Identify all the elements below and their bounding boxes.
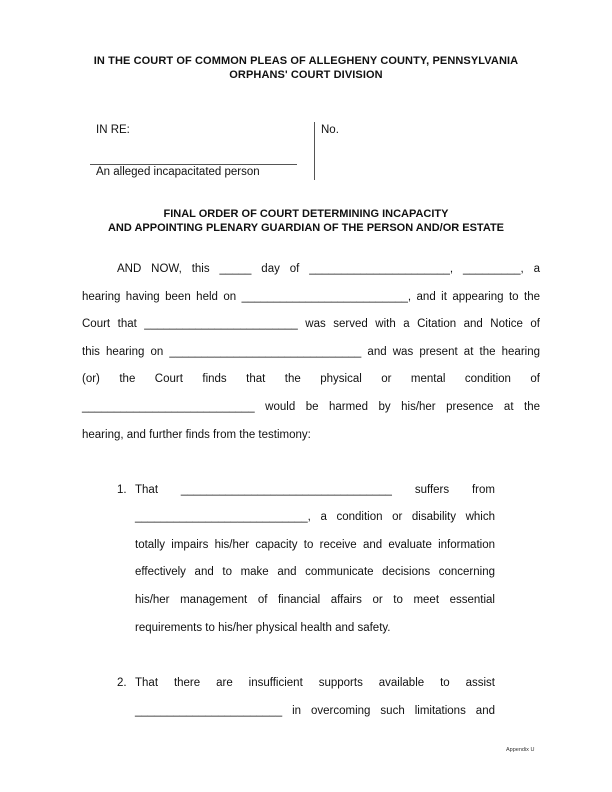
item-line: requirements to his/her physical health and safety. xyxy=(135,622,391,634)
body-line: hearing having been held on __________________________, and it appearing to the xyxy=(82,291,540,303)
body-line: ___________________________ would be harmed by his/her presence at the xyxy=(82,401,540,413)
in-re-label: IN RE: xyxy=(96,124,130,136)
caption-divider xyxy=(314,122,315,180)
item-number: 2. xyxy=(117,677,127,689)
body-line: this hearing on ______________________________ and was present at the hearing xyxy=(82,346,540,358)
order-title-line1: FINAL ORDER OF COURT DETERMINING INCAPACITY xyxy=(163,208,449,220)
item-line: _______________________ in overcoming such limitations and xyxy=(135,705,495,717)
item-line: ___________________________, a condition or disability which xyxy=(135,511,495,523)
order-title-line2: AND APPOINTING PLENARY GUARDIAN OF THE PERSON AND/OR ESTATE xyxy=(107,222,505,234)
item-line: effectively and to make and communicate decisions concerning xyxy=(135,566,495,578)
court-name: IN THE COURT OF COMMON PLEAS OF ALLEGHENY COUNTY, PENNSYLVANIA xyxy=(93,55,519,67)
item-line: That there are insufficient supports available to assist xyxy=(135,677,495,689)
item-line: his/her management of financial affairs or to meet essential xyxy=(135,594,495,606)
party-name-line xyxy=(90,164,297,165)
body-line: hearing, and further finds from the testimony: xyxy=(82,429,311,441)
party-label: An alleged incapacitated person xyxy=(96,166,260,178)
item-line: That _________________________________ suffers from xyxy=(135,484,495,496)
docket-number-label: No. xyxy=(321,124,339,136)
item-number: 1. xyxy=(117,484,127,496)
body-line: Court that ________________________ was served with a Citation and Notice of xyxy=(82,318,540,330)
appendix-label: Appendix U xyxy=(506,747,535,753)
body-line: (or) the Court finds that the physical or mental condition of xyxy=(82,373,540,385)
body-line: AND NOW, this _____ day of ______________________, _________, a xyxy=(117,263,540,275)
court-division: ORPHANS' COURT DIVISION xyxy=(229,69,383,81)
item-line: totally impairs his/her capacity to receive and evaluate information xyxy=(135,539,495,551)
